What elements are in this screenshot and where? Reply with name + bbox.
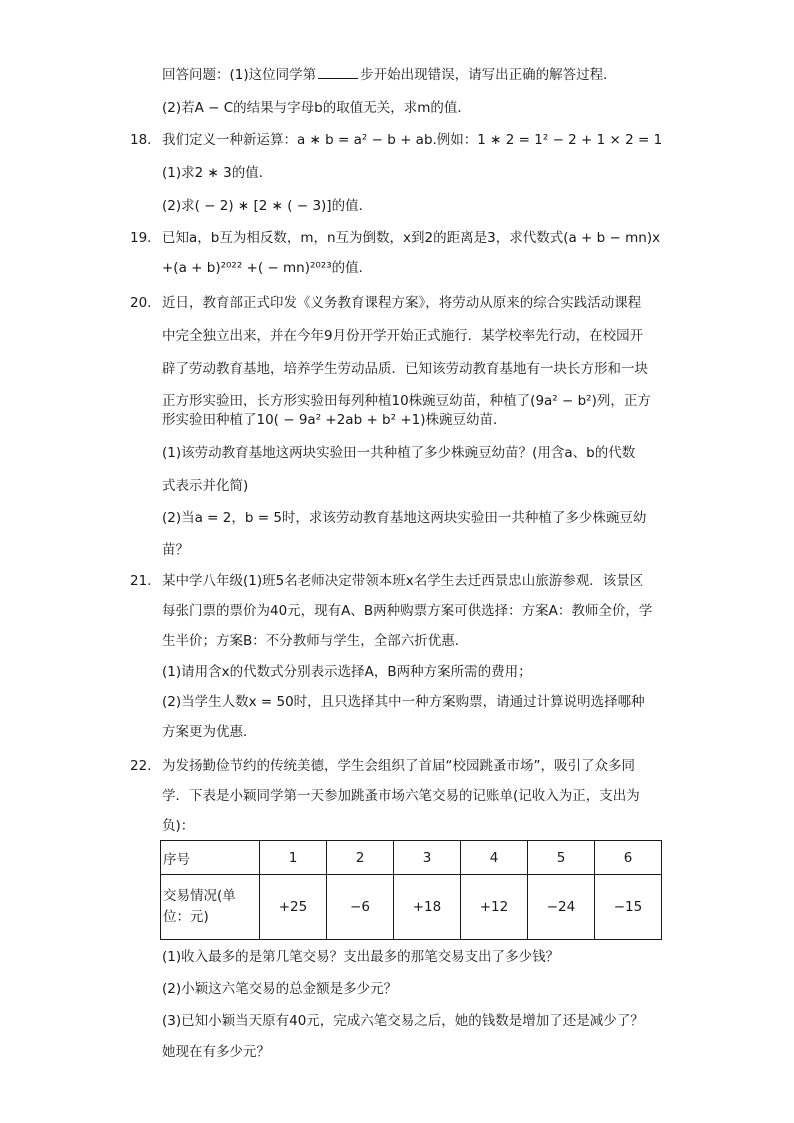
question-18-number: 18.: [130, 132, 152, 148]
question-20-stem-line2: 中完全独立出来，并在今年9月份开学开始正式施行．某学校率先行动，在校园开: [162, 328, 644, 344]
question-22-stem-line2: 学．下表是小颖同学第一天参加跳蚤市场六笔交易的记账单(记收入为正，支出为: [162, 788, 640, 804]
answer-blank: [318, 66, 358, 79]
question-20-part1-line1: (1)该劳动教育基地这两块实验田一共种植了多少株豌豆幼苗？(用含a、b的代数: [162, 445, 636, 461]
question-21-stem-line1: 某中学八年级(1)班5名老师决定带领本班x名学生去迁西景忠山旅游参观．该景区: [162, 573, 644, 589]
question-20-part1-line2: 式表示并化简): [162, 478, 249, 494]
question-21-stem-line2: 每张门票的票价为40元，现有A、B两种购票方案可供选择：方案A：教师全价，学: [162, 603, 653, 619]
question-20-stem-line3: 辟了劳动教育基地，培养学生劳动品质．已知该劳动教育基地有一块长方形和一块: [162, 361, 648, 377]
table-row-index: [161, 841, 662, 875]
table-cell-index: 1: [260, 841, 327, 875]
table-cell-index: 6: [595, 841, 662, 875]
table-cell-amount: −6: [327, 875, 394, 940]
table-cell-amount: +12: [461, 875, 528, 940]
question-22-stem-line3: 负)：: [162, 818, 195, 834]
question-18-part1: (1)求2 ∗ 3的值．: [162, 165, 273, 181]
question-17-part1: [162, 65, 617, 85]
question-18-part2: (2)求( − 2) ∗ [2 ∗ ( − 3)]的值．: [162, 198, 373, 214]
table-header-transaction: 交易情况(单位：元): [161, 875, 260, 940]
question-22-number: 22.: [130, 758, 152, 774]
question-20-stem-line4: 正方形实验田，长方形实验田每列种植10株豌豆幼苗，种植了(9a² − b²)列，正方: [162, 393, 651, 409]
question-22-part2: (2)小颖这六笔交易的总金额是多少元？: [162, 981, 398, 997]
question-21-part1: (1)请用含x的代数式分别表示选择A，B两种方案所需的费用；: [162, 664, 532, 680]
table-header-index: 序号: [161, 841, 260, 875]
q17-part1-text-a: 回答问题：(1)这位同学第: [162, 67, 317, 83]
table-cell-index: 4: [461, 841, 528, 875]
question-20-part2-line2: 苗？: [162, 542, 189, 558]
question-20-stem-line5: 形实验田种植了10( − 9a² +2ab + b² +1)株豌豆幼苗．: [162, 412, 507, 428]
table-cell-index: 5: [528, 841, 595, 875]
question-21-part2-line1: (2)当学生人数x = 50时，且只选择其中一种方案购票，请通过计算说明选择哪种: [162, 694, 645, 710]
question-18-stem: 我们定义一种新运算：a ∗ b = a² − b + ab.例如：1 ∗ 2 = 1² − 2 + 1 × 2 = 1: [162, 132, 663, 148]
question-19-stem-line1: 已知a，b互为相反数，m，n互为倒数，x到2的距离是3，求代数式(a + b − mn)x: [162, 230, 661, 246]
question-20-number: 20.: [130, 295, 152, 311]
table-cell-amount: −24: [528, 875, 595, 940]
question-20-stem-line1: 近日，教育部正式印发《义务教育课程方案》，将劳动从原来的综合实践活动课程: [162, 295, 642, 311]
question-20-part2-line1: (2)当a = 2，b = 5时，求该劳动教育基地这两块实验田一共种植了多少株豌豆幼: [162, 510, 647, 526]
table-cell-amount: +18: [394, 875, 461, 940]
question-22-part1: (1)收入最多的是第几笔交易？支出最多的那笔交易支出了多少钱？: [162, 949, 560, 965]
question-19-stem-line2: +(a + b)²⁰²² +( − mn)²⁰²³的值．: [162, 260, 373, 276]
question-21-part2-line2: 方案更为优惠．: [162, 724, 257, 740]
table-cell-amount: +25: [260, 875, 327, 940]
question-17-part2: (2)若A − C的结果与字母b的取值无关，求m的值．: [162, 100, 471, 116]
question-22-stem-line1: 为发扬勤俭节约的传统美德，学生会组织了首届“校园跳蚤市场”，吸引了众多同: [162, 758, 635, 774]
transaction-ledger-table: [160, 840, 662, 940]
table-cell-index: 2: [327, 841, 394, 875]
table-cell-amount: −15: [595, 875, 662, 940]
question-21-number: 21.: [130, 573, 152, 589]
question-19-number: 19.: [130, 230, 152, 246]
question-22-part3-line2: 她现在有多少元？: [162, 1044, 270, 1060]
question-21-stem-line3: 生半价；方案B：不分教师与学生，全部六折优惠．: [162, 633, 469, 649]
q17-part1-text-b: 步开始出现错误，请写出正确的解答过程．: [360, 67, 617, 83]
table-row-transactions: [161, 875, 662, 940]
question-22-part3-line1: (3)已知小颖当天原有40元，完成六笔交易之后，她的钱数是增加了还是减少了？: [162, 1013, 644, 1029]
table-cell-index: 3: [394, 841, 461, 875]
